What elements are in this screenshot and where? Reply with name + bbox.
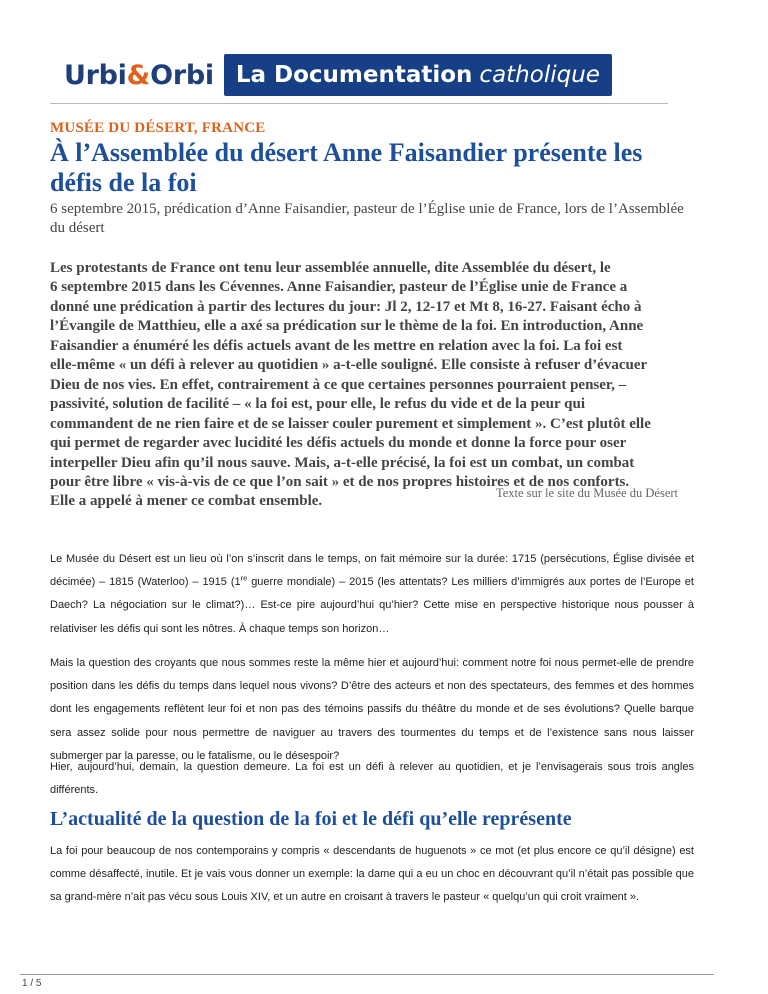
- lead-line: passivité, solution de facilité – « la foi est, pour elle, le refus du vide et de la peur qui: [50, 396, 586, 413]
- logo-documentation-text: La Documentation: [235, 62, 473, 88]
- logo-ampersand: &: [126, 59, 151, 91]
- lead-line: commandent de ne rien faire et de se laisser couler purement et simplement ». C’est plutôt elle: [50, 415, 651, 432]
- lead-line: Faisandier a énuméré les défis actuels avant de les mettre en relation avec la foi. La foi est: [50, 337, 623, 354]
- body-paragraph-3: Hier, aujourd’hui, demain, la question demeure. La foi est un défi à relever au quotidien, et je l’envisagerais sous trois angles différents.: [50, 761, 694, 797]
- header-divider: [50, 103, 668, 104]
- lead-line: elle-même « un défi à relever au quotidien » a-t-elle souligné. Elle consiste à refuser d’évacuer: [50, 357, 648, 374]
- paragraph-text: Le Musée du Désert est un lieu où l’on s’inscrit dans le temps, on fait mémoire sur la durée: 1715 (persécutions, Église divisée et décimée) – 1815 (Waterloo) – 1915 (1: [50, 553, 694, 589]
- paragraph-text: guerre mondiale) – 2015 (les attentats? Les milliers d’immigrés aux portes de l’Europe et Daech? La négociation sur le climat?)… Est-ce pire aujourd’hui qu’hier? Cette mise en perspective historique nous pousser à relativiser les défis qui sont les nôtres. À chaque temps son horizon…: [50, 576, 694, 635]
- lead-line: qui permet de regarder avec lucidité les défis actuels du monde et donne la force pour oser: [50, 435, 627, 452]
- body-paragraph-4: La foi pour beaucoup de nos contemporains y compris « descendants de huguenots » ce mot (et plus encore ce qu’il désigne) est comme désaffecté, inutile. Et je vais vous donner un exemple: la dame qui a eu un choc en découvrant qu’il n’était pas possible que sa grand-mère n’ait pas vécu sous Louis XIV, et un autre en croisant à travers le pasteur « quelqu’un qui croit vraiment ».: [50, 845, 694, 904]
- lead-line: l’Évangile de Matthieu, elle a axé sa prédication sur le thème de la foi. En introduction, Anne: [50, 318, 644, 335]
- article-kicker: MUSÉE DU DÉSERT, FRANCE: [50, 120, 266, 136]
- site-logo[interactable]: [64, 54, 612, 96]
- lead-line: Dieu de nos vies. En effet, contrairement à ce que certaines personnes pourraient penser, –: [50, 376, 627, 393]
- lead-line: Elle a appelé à mener ce combat ensemble.: [50, 493, 323, 510]
- page-number: 1 / 5: [22, 978, 42, 989]
- section-heading: L’actualité de la question de la foi et le défi qu’elle représente: [50, 808, 572, 830]
- body-paragraph-2: Mais la question des croyants que nous sommes reste la même hier et aujourd’hui: comment notre foi nous permet-elle de prendre position dans les défis du temps dans lequel nous vivons? D’être des acteurs et non des spectateurs, des femmes et des hommes dont les engagements reflètent leur foi et non pas des témoins passifs du théâtre du monde et de ses évolutions? Quelle barque sera assez solide pour nous permettre de naviguer au travers des tourmentes du temps et de l’existence sans nous laisser submerger par la paresse, ou le fatalisme, ou le désespoir?: [50, 657, 694, 762]
- logo-orbi-text: Orbi: [150, 59, 214, 91]
- article-lead: [50, 259, 690, 512]
- logo-banner: [224, 54, 612, 96]
- logo-urbi-text: Urbi: [64, 59, 127, 91]
- lead-line: pour être libre « vis-à-vis de ce que l’on sait » et de nos propres histoires et de nos conforts.: [50, 473, 630, 490]
- footer-divider: [20, 974, 714, 975]
- ordinal-superscript: re: [240, 573, 248, 583]
- lead-line: interpeller Dieu afin qu’il nous sauve. Mais, a-t-elle précisé, la foi est un combat, un combat: [50, 454, 635, 471]
- source-link[interactable]: Texte sur le site du Musée du Désert: [495, 486, 678, 500]
- logo-catholique-text: catholique: [479, 62, 600, 88]
- lead-line: donné une prédication à partir des lectures du jour: Jl 2, 12-17 et Mt 8, 16-27. Faisant écho à: [50, 298, 642, 315]
- body-paragraph-1: [50, 548, 694, 641]
- article-title: À l’Assemblée du désert Anne Faisandier présente les défis de la foi: [50, 138, 643, 197]
- lead-line: Les protestants de France ont tenu leur assemblée annuelle, dite Assemblée du désert, le: [50, 260, 611, 276]
- article-subtitle: 6 septembre 2015, prédication d’Anne Faisandier, pasteur de l’Église unie de France, lors de l’Assemblée du désert: [50, 201, 684, 236]
- lead-line: 6 septembre 2015 dans les Cévennes. Anne Faisandier, pasteur de l’Église unie de France a: [50, 279, 628, 296]
